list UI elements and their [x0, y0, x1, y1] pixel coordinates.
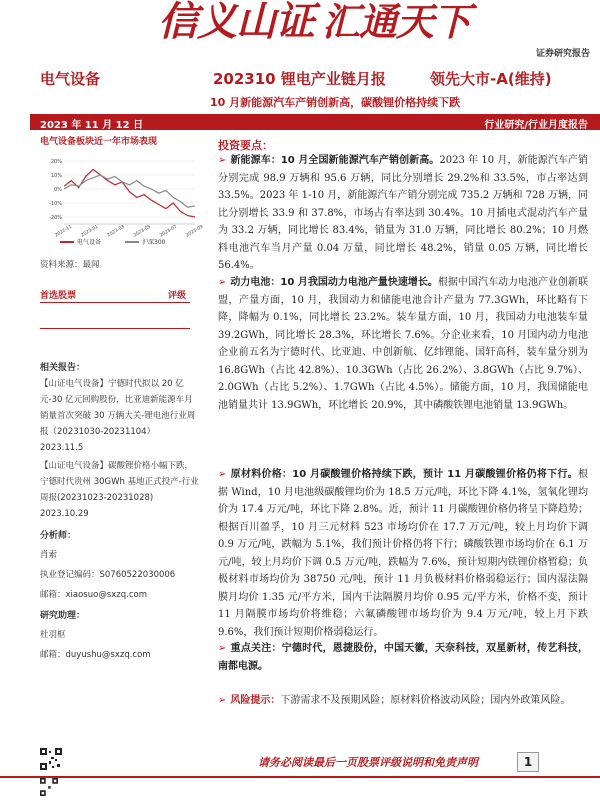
- legend-label: 沪深300: [142, 239, 166, 246]
- paragraph-focus: [218, 640, 588, 675]
- stock-rating-label: 评级: [168, 291, 187, 301]
- paragraph-text: 根据 Wind，10 月电池级碳酸锂均价为 18.5 万元/吨，环比下降 4.1%，氢氧化锂均价为 17.4 万元/吨，环比下降 2.8%。近，预计 11 月碳酸锂价格仍将呈下降趋势；根据百川盈孚，10 月三元材料 523 市场均价在 17.7 万元/吨，较上月均价下调 0.9 万元/吨，跌幅为 5.1%，我们预计价格仍将下行；磷酸铁锂市场均价在 6.1 万元/吨，较上月均价下调 0.5 万元/吨，跌幅为 7.6%，预计短期内铁锂价格暂稳；负极材料市场均价为 38750 元/吨，预计 11 月负极材料价格弱稳运行；国内湿法隔膜月均价 1.35 元/平方米，国内干法隔膜月均价 0.95 元/平方米，价格不变，预计 11 月隔膜市场均价将维稳；六氟磷酸锂市场均价为 9.4 万元/吨，较上月下跌 9.6%，我们预计短期价格弱稳运行。: [218, 469, 588, 638]
- related-reports-label: 相关报告：: [40, 363, 86, 373]
- x-tick-label: 2023-05: [132, 224, 152, 239]
- related-report-text: 【山证电气设备】碳酸锂价格小幅下跌，宁德时代贵州 30GWh 基地正式投产-行业周报(20231023-20231028) 2023.10.29: [40, 461, 199, 519]
- logo-text-1: 信义山证: [158, 0, 314, 45]
- y-tick-label: 0%: [54, 187, 62, 193]
- related-report-text: 【山证电气设备】宁德时代拟以 20 亿元-30 亿元回购股份，比亚迪新能源车月销量首次突破 30 万辆大关-锂电池行业周报（20231030-20231104） 2023.11.5: [40, 379, 196, 453]
- preferred-stocks-label: 首选股票: [40, 291, 77, 301]
- report-subtitle: 10 月新能源汽车产销创新高，碳酸锂价格持续下跌: [210, 96, 461, 109]
- report-date: 2023 年 11 月 12 日: [40, 120, 144, 131]
- arrow-bullet-icon: ➢: [218, 469, 227, 480]
- x-tick-label: 2023-09: [185, 224, 205, 239]
- arrow-bullet-icon: ➢: [218, 643, 227, 654]
- paragraph-text: 根据中国汽车动力电池产业创新联盟，产量方面，10 月，我国动力和储能电池合计产量为 77.3GWh，环比略有下降，降幅为 0.1%，同比增长 23.2%。装车量方面，10 月，我国动力电池装车量 39.2GWh，同比增长 28.3%，环比增长 7.6%。分企业来看，10 月国内动力电池企业前五名为宁德时代、比亚迪、中创新航、亿纬锂能、国轩高科，装车量分别为 16.8GWh（占比 42.8%）、10.3GWh（占比 26.2%）、3.8GWh（占比 9.7%）、2.0GWh（占比 5.2%）、1.7GWh（占比 4.5%）。储能方面，10 月，我国储能电池销量共计 13.9GWh，环比增长 20.9%，其中磷酸铁锂电池销量 13.9GWh。: [218, 277, 589, 411]
- assistant-label: 研究助理：: [40, 611, 86, 621]
- qr-code-icon: [40, 778, 58, 796]
- source-label: 资料来源：最闻: [40, 260, 100, 270]
- x-tick-label: 2023-07: [159, 224, 178, 239]
- page-number: 1: [517, 752, 539, 772]
- y-tick-label: 20%: [50, 159, 62, 165]
- sector-label: 电气设备: [40, 70, 101, 88]
- report-category: 行业研究/行业月度报告: [484, 120, 588, 131]
- x-tick-label: 2023-01: [80, 224, 100, 239]
- paragraph-lead: 重点关注：宁德时代，恩捷股份，中国天徽，天奈科技，双星新材，传艺科技，南都电源。: [218, 643, 588, 672]
- investment-highlights-header: 投资要点：: [218, 139, 273, 152]
- logo-text-2: 汇通天下: [322, 0, 471, 44]
- chart-title: 电气设备板块近一年市场表现: [40, 137, 158, 147]
- arrow-bullet-icon: ➢: [218, 277, 227, 288]
- assistant-email: 邮箱：duyushu@sxzq.com: [40, 650, 151, 660]
- analyst-cert: 执业登记编码：S0760522030006: [40, 570, 176, 580]
- company-logo: [158, 0, 470, 44]
- rating-label: 领先大市-A(维持): [430, 70, 552, 88]
- footer-line: [0, 776, 600, 778]
- related-report: [40, 458, 200, 522]
- analyst-name: 肖索: [40, 550, 58, 560]
- paragraph-lead: 新能源车：10 月全国新能源汽车产销创新高。: [230, 155, 440, 166]
- paragraph-battery: [218, 274, 588, 414]
- research-label: 证券研究报告: [535, 49, 590, 59]
- qr-code-icon: [40, 748, 62, 770]
- arrow-bullet-icon: ➢: [218, 155, 227, 166]
- y-tick-label: -20%: [49, 215, 62, 221]
- assistant-name: 杜羽枢: [40, 630, 66, 640]
- paragraph-text: 2023 年 10 月，新能源汽车产销分别完成 98.9 万辆和 95.6 万辆，同比分别增长 29.2%和 33.5%，市占率达到 33.5%。2023 年 1-10 月，新能源汽车产销分别完成 735.2 万辆和 728 万辆，同比分别增长 33.9 和 37.8%，市场占有率达到 30.4%。10 月插电式混动汽车产量为 33.2 万辆，同比增长 83.4%，销量为 31.0 万辆，同比增长 80.2%；10 月燃料电池汽车当月产量 0.04 万量，同比增长 48.2%，销量 0.05 万辆，同比增长 56.4%。: [218, 155, 588, 271]
- risk-warning: [218, 692, 588, 710]
- related-report: [40, 376, 200, 456]
- divider: [40, 302, 190, 303]
- paragraph-materials: [218, 466, 588, 641]
- paragraph-lead: 动力电池：10 月我国动力电池产量快速增长。: [230, 277, 438, 288]
- disclaimer: 请务必阅读最后一页股票评级说明和免责声明: [258, 756, 478, 769]
- report-title: 202310 锂电产业链月报: [213, 70, 386, 88]
- y-tick-label: -10%: [49, 201, 62, 207]
- divider: [40, 328, 190, 329]
- paragraph-ev: [218, 152, 588, 275]
- legend-label: 电气设备: [77, 239, 102, 246]
- x-tick-label: 2022-11: [54, 224, 74, 239]
- x-tick-label: 2023-03: [106, 224, 126, 239]
- analyst-email: 邮箱：xiaosuo@sxzq.com: [40, 590, 147, 600]
- y-tick-label: 10%: [50, 173, 62, 179]
- risk-text: 下游需求不及预期风险；原材料价格波动风险；国内外政策风险。: [280, 695, 571, 706]
- risk-lead: 风险提示：: [230, 695, 281, 706]
- analyst-label: 分析师：: [40, 531, 77, 541]
- paragraph-lead: 原材料价格：10 月碳酸锂价格持续下跌，预计 11 月碳酸锂价格仍将下行。: [230, 469, 578, 480]
- arrow-bullet-icon: ➢: [218, 695, 227, 706]
- series-line: [64, 169, 195, 217]
- market-performance-chart: [40, 148, 205, 248]
